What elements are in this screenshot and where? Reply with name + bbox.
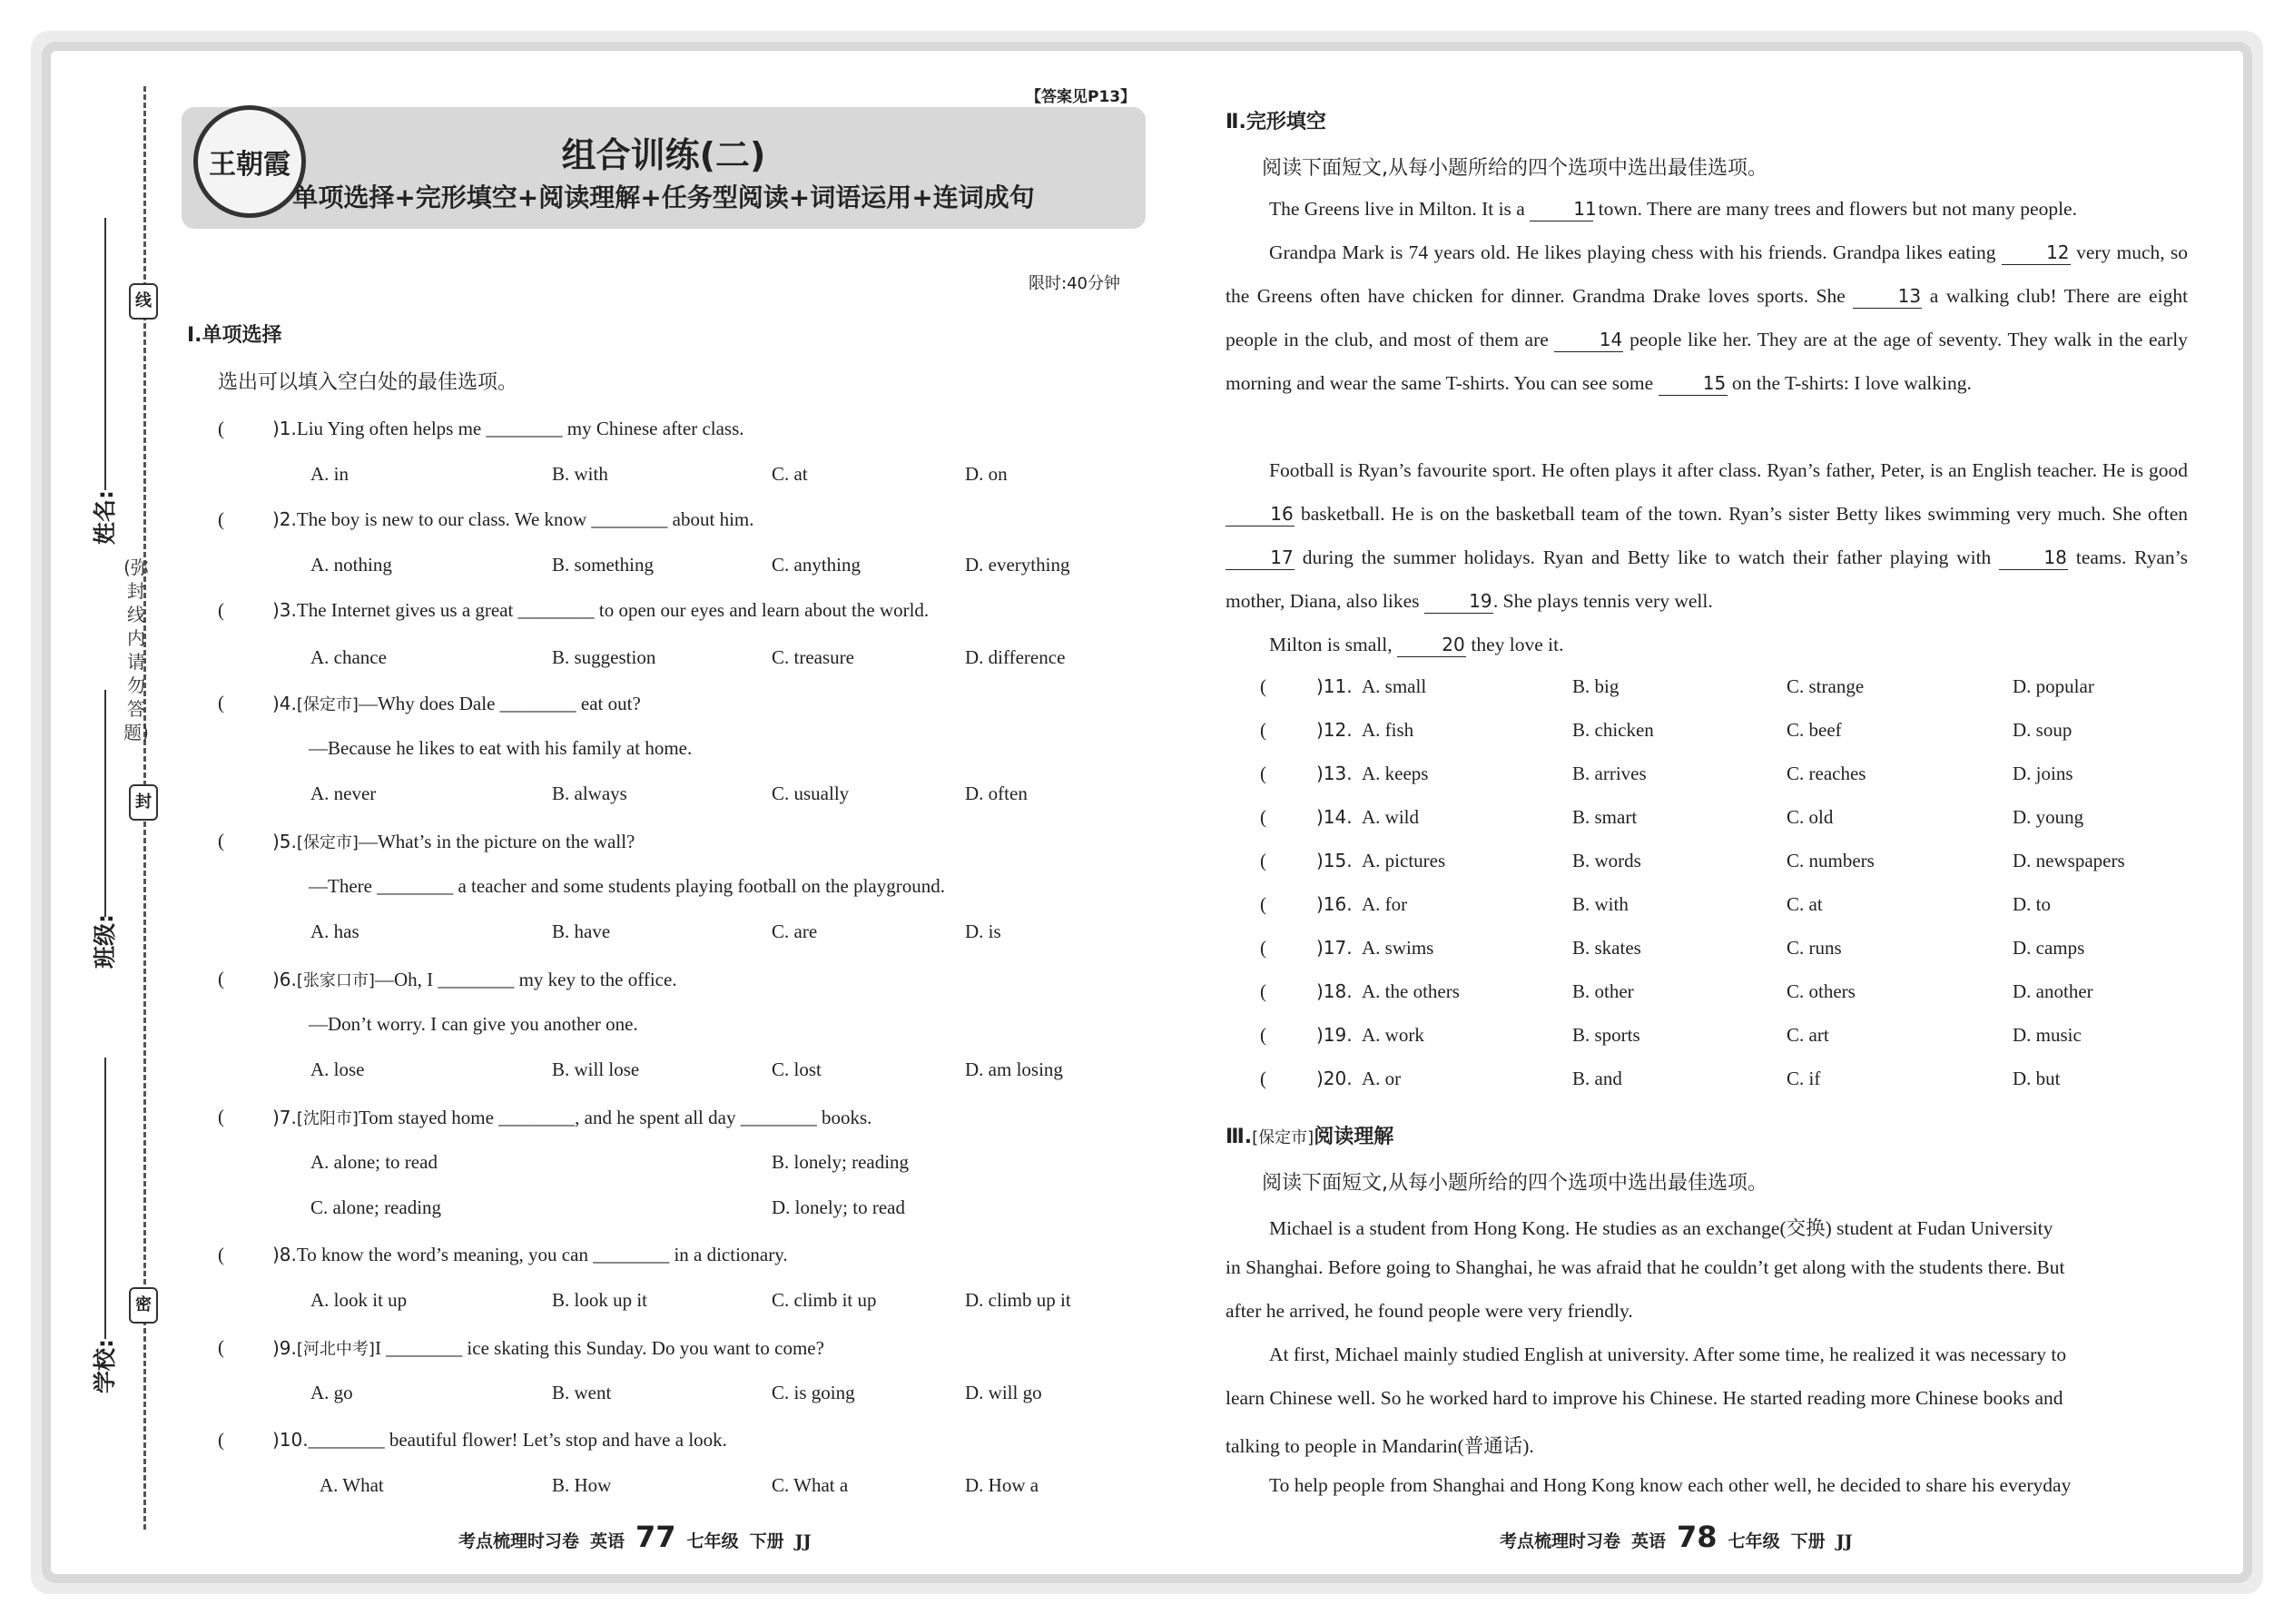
footer-right: [1500, 1520, 1853, 1554]
option-c[interactable]: C. usually: [772, 782, 850, 804]
blank-13: 13: [1853, 284, 1922, 309]
question-text: —Why does Dale ________ eat out?: [358, 693, 641, 714]
cloze-text: during the summer holidays. Ryan and Betty like to watch their: [1302, 546, 1829, 568]
option-a[interactable]: A. the others: [1362, 980, 1460, 1002]
option-c[interactable]: C. What a: [772, 1474, 849, 1496]
question-number: )6.: [272, 969, 297, 990]
question-text: —What’s in the picture on the wall?: [358, 831, 635, 852]
option-d[interactable]: D. newspapers: [2013, 850, 2125, 871]
reading-line-5: learn Chinese well. So he worked hard to improve his Chinese. He started reading more Chinese books and: [1226, 1387, 2063, 1409]
question-stem: [272, 1429, 727, 1452]
question-stem: [272, 830, 635, 853]
option-b[interactable]: B. with: [552, 463, 608, 485]
section3-title: 阅读理解: [1314, 1126, 1394, 1148]
question-stem: [272, 692, 641, 715]
footer-series: 考点梳理时习卷: [458, 1531, 580, 1551]
binding-note: (弥封线内请勿答题): [123, 556, 149, 743]
option-d[interactable]: D. joins: [2013, 763, 2073, 784]
option-b[interactable]: B. smart: [1572, 806, 1638, 828]
option-d[interactable]: D. am losing: [965, 1058, 1063, 1080]
answer-paren[interactable]: (: [1260, 719, 1266, 741]
cloze-text: town. There are many trees and flowers but not many people.: [1598, 198, 2077, 220]
page-number: 77: [635, 1520, 676, 1554]
page-number: 78: [1677, 1520, 1718, 1554]
option-b[interactable]: B. something: [552, 554, 655, 576]
question-number: )1.: [272, 418, 297, 439]
option-c[interactable]: C. treasure: [772, 646, 854, 668]
answer-paren[interactable]: (: [1260, 763, 1266, 784]
school-field[interactable]: [104, 1058, 106, 1339]
option-c[interactable]: C. at: [772, 463, 808, 485]
answer-paren[interactable]: (: [218, 1106, 224, 1127]
reading-line-7: To help people from Shanghai and Hong Kong know each other well, he decided to share his everyday: [1269, 1474, 2072, 1496]
page-title: 组合训练(二): [561, 135, 766, 175]
question-number: )5.: [272, 831, 297, 852]
question-number: )4.: [272, 693, 297, 714]
option-d[interactable]: D. lonely; to read: [772, 1196, 905, 1218]
option-a[interactable]: A. in: [310, 463, 349, 485]
question-number: )20.: [1316, 1068, 1353, 1089]
option-b[interactable]: B. with: [1572, 893, 1629, 915]
question-text: —Oh, I ________ my key to the office.: [374, 969, 677, 990]
question-source: [保定市]: [296, 695, 359, 714]
option-c[interactable]: C. runs: [1787, 937, 1842, 959]
answer-paren[interactable]: (: [1260, 893, 1266, 915]
answer-paren[interactable]: (: [218, 968, 224, 989]
answer-paren[interactable]: (: [218, 599, 224, 621]
option-a[interactable]: A. look it up: [310, 1289, 408, 1311]
option-c[interactable]: C. art: [1787, 1024, 1829, 1046]
question-text-line2: —Because he likes to eat with his family at home.: [309, 737, 693, 759]
cloze-text: basketball. He is on the basketball team of the town. Ryan’s sister Betty likes: [1301, 503, 1922, 525]
question-number: )18.: [1316, 980, 1353, 1002]
cloze-text: walking club! There are eight people in the club, and most of them are: [1226, 285, 2189, 350]
time-limit: 限时:40分钟: [1029, 274, 1120, 293]
option-c[interactable]: C. old: [1787, 806, 1834, 828]
option-b[interactable]: B. skates: [1572, 937, 1641, 959]
option-c[interactable]: C. beef: [1787, 719, 1842, 741]
answer-paren[interactable]: (: [1260, 1068, 1266, 1089]
question-text: Tom stayed home ________, and he spent all day ________ books.: [358, 1107, 872, 1128]
option-c[interactable]: C. climb it up: [772, 1289, 877, 1311]
question-stem: [272, 1106, 871, 1129]
cloze-paragraph-1: [1226, 187, 2188, 231]
logo-text: 王朝霞: [209, 149, 290, 181]
question-number: )10.: [272, 1429, 309, 1451]
blank-17: 17: [1226, 546, 1295, 570]
option-b[interactable]: B. chicken: [1572, 719, 1654, 741]
blank-14: 14: [1554, 328, 1623, 352]
option-a[interactable]: A. keeps: [1362, 763, 1429, 784]
answer-paren[interactable]: (: [218, 1429, 224, 1451]
class-field[interactable]: [104, 690, 106, 917]
option-b[interactable]: B. went: [552, 1382, 612, 1403]
secret-char-box: 密: [129, 1287, 158, 1324]
option-b[interactable]: B. will lose: [552, 1058, 640, 1080]
footer-edition: JJ: [794, 1531, 812, 1551]
option-d[interactable]: D. is: [965, 920, 1001, 942]
cloze-text: Milton is small,: [1269, 634, 1393, 655]
question-stem: [272, 1244, 788, 1266]
answer-paren[interactable]: (: [1260, 806, 1266, 828]
option-b[interactable]: B. always: [552, 782, 627, 804]
option-a[interactable]: A. work: [1362, 1024, 1424, 1046]
question-text: I ________ ice skating this Sunday. Do you want to come?: [374, 1337, 824, 1359]
question-stem: [272, 968, 677, 991]
footer-term: 下册: [749, 1531, 784, 1551]
cloze-text: . She plays tennis very well.: [1492, 590, 1713, 612]
option-d[interactable]: D. music: [2013, 1024, 2082, 1046]
option-d[interactable]: D. but: [2013, 1068, 2061, 1089]
question-stem: [272, 599, 929, 622]
section1-heading: Ⅰ.单项选择: [187, 324, 282, 347]
option-a[interactable]: A. small: [1362, 675, 1427, 697]
question-number: )7.: [272, 1107, 297, 1128]
cloze-text: Grandpa Mark is 74 years old. He likes playing chess with his friends. Grandpa likes eating: [1269, 241, 1996, 263]
footer-left: [458, 1520, 812, 1554]
question-number: )14.: [1316, 806, 1353, 828]
question-text: The Internet gives us a great ________ to open our eyes and learn about the world.: [296, 599, 930, 621]
reading-line-2: in Shanghai. Before going to Shanghai, he was afraid that he couldn’t get along with the students there. But: [1226, 1256, 2065, 1278]
answer-paren[interactable]: (: [218, 692, 224, 714]
name-label: 姓名:: [92, 490, 118, 545]
option-b[interactable]: B. words: [1572, 850, 1641, 871]
option-d[interactable]: D. climb up it: [965, 1289, 1071, 1311]
option-b[interactable]: B. How: [552, 1474, 612, 1496]
option-d[interactable]: D. often: [965, 782, 1028, 804]
option-a[interactable]: A. fish: [1362, 719, 1414, 741]
footer-subject: 英语: [1631, 1531, 1667, 1551]
blank-19: 19: [1424, 589, 1493, 614]
answer-paren[interactable]: (: [1260, 850, 1266, 871]
option-d[interactable]: D. will go: [965, 1382, 1042, 1403]
blank-12: 12: [2002, 241, 2071, 265]
footer-subject: 英语: [590, 1531, 625, 1551]
answer-paren[interactable]: (: [1260, 980, 1266, 1002]
cloze-paragraph-3: [1226, 448, 2188, 623]
answer-reference: 【答案见P13】: [1026, 88, 1137, 106]
option-a[interactable]: A. chance: [310, 646, 387, 668]
option-b[interactable]: B. suggestion: [552, 646, 656, 668]
question-stem: [272, 1336, 824, 1360]
answer-paren[interactable]: (: [218, 508, 224, 530]
option-a[interactable]: A. alone; to read: [310, 1151, 438, 1173]
cloze-text: swimming very much. She often: [1927, 503, 2189, 525]
option-a[interactable]: A. swims: [1362, 937, 1434, 959]
answer-paren[interactable]: (: [218, 1244, 224, 1265]
question-number: )17.: [1316, 937, 1353, 959]
option-b[interactable]: B. look up it: [552, 1289, 648, 1311]
option-c[interactable]: C. anything: [772, 554, 861, 576]
question-text: The boy is new to our class. We know ________ about him.: [296, 508, 754, 530]
seal-char-box: 封: [129, 784, 158, 821]
option-d[interactable]: D. camps: [2013, 937, 2085, 959]
option-d[interactable]: D. difference: [965, 646, 1066, 668]
blank-16: 16: [1226, 502, 1295, 527]
option-c[interactable]: C. strange: [1787, 675, 1865, 697]
question-text-line2: —Don’t worry. I can give you another one.: [309, 1013, 638, 1035]
option-d[interactable]: D. popular: [2013, 675, 2094, 697]
reading-line-6: talking to people in Mandarin(普通话).: [1226, 1435, 1534, 1457]
option-c[interactable]: C. numbers: [1787, 850, 1875, 871]
question-stem: [272, 418, 744, 440]
answer-paren[interactable]: (: [1260, 675, 1266, 697]
question-source: [沈阳市]: [296, 1109, 359, 1128]
section2-instruction: 阅读下面短文,从每小题所给的四个选项中选出最佳选项。: [1262, 157, 1767, 180]
cloze-text: The Greens live in Milton. It is a: [1269, 198, 1525, 220]
answer-paren[interactable]: (: [218, 1336, 224, 1358]
option-d[interactable]: D. another: [2013, 980, 2093, 1002]
cloze-text: teacher. He is good: [2036, 459, 2189, 481]
option-a[interactable]: A. for: [1362, 893, 1408, 915]
section3-instruction: 阅读下面短文,从每小题所给的四个选项中选出最佳选项。: [1262, 1172, 1767, 1195]
option-c[interactable]: C. is going: [772, 1382, 855, 1403]
option-b[interactable]: B. lonely; reading: [772, 1151, 910, 1173]
option-c[interactable]: C. others: [1787, 980, 1856, 1002]
option-d[interactable]: D. How a: [965, 1474, 1039, 1496]
option-a[interactable]: A. never: [310, 782, 377, 804]
option-d[interactable]: D. soup: [2013, 719, 2072, 741]
answer-paren[interactable]: (: [1260, 937, 1266, 959]
cloze-paragraph-4: [1226, 623, 2188, 666]
option-a[interactable]: A. What: [320, 1474, 384, 1496]
section3-location: [保定市]: [1252, 1128, 1314, 1147]
option-d[interactable]: D. young: [2013, 806, 2084, 828]
blank-15: 15: [1659, 371, 1728, 396]
question-number: )12.: [1316, 719, 1353, 741]
class-label: 班级:: [92, 914, 118, 969]
question-text: ________ beautiful flower! Let’s stop and have a look.: [308, 1429, 727, 1451]
reading-line-4: At first, Michael mainly studied English at university. After some time, he realized it was necessary to: [1269, 1343, 2067, 1365]
section2-heading: Ⅱ.完形填空: [1226, 111, 1326, 133]
cloze-text: at the age of seventy. They walk in the early morning and wear the same T-shirts. You can see some: [1226, 329, 2188, 394]
answer-paren[interactable]: (: [218, 830, 224, 851]
question-source: [河北中考]: [296, 1340, 375, 1359]
page-subtitle: 单项选择+完形填空+阅读理解+任务型阅读+词语运用+连词成句: [292, 182, 1035, 212]
cloze-text: on the T-shirts: I love walking.: [1731, 372, 1972, 394]
footer-grade: 七年级: [686, 1531, 739, 1551]
reading-line-1: Michael is a student from Hong Kong. He studies as an exchange(交换) student at Fudan University: [1269, 1217, 2053, 1239]
option-a[interactable]: A. nothing: [310, 554, 392, 576]
option-c[interactable]: C. if: [1787, 1068, 1821, 1089]
question-number: )13.: [1316, 763, 1353, 784]
answer-paren[interactable]: (: [218, 418, 224, 439]
question-number: )11.: [1316, 675, 1353, 697]
option-a[interactable]: A. has: [310, 920, 359, 942]
cloze-text: very much, so the Greens often have chicken for dinner. Grandma Drake loves sports. She: [1226, 241, 2189, 307]
option-a[interactable]: A. pictures: [1362, 850, 1446, 871]
question-number: )3.: [272, 599, 297, 621]
line-char-box: 线: [129, 283, 158, 320]
cloze-text: teams. Ryan’s mother, Diana, also likes: [1226, 546, 2188, 612]
blank-11: 11: [1530, 197, 1593, 221]
option-b[interactable]: B. arrives: [1572, 763, 1647, 784]
footer-term: 下册: [1790, 1531, 1826, 1551]
option-b[interactable]: B. big: [1572, 675, 1620, 697]
question-number: )19.: [1316, 1024, 1353, 1046]
option-d[interactable]: D. on: [965, 463, 1008, 485]
cloze-paragraph-2: [1226, 231, 2188, 405]
option-c[interactable]: C. at: [1787, 893, 1823, 915]
section3-num: Ⅲ.: [1226, 1126, 1253, 1148]
cloze-text: father playing with: [1836, 546, 1992, 568]
question-number: )2.: [272, 508, 297, 530]
footer-series: 考点梳理时习卷: [1500, 1531, 1621, 1551]
answer-paren[interactable]: (: [1260, 1024, 1266, 1046]
option-c[interactable]: C. reaches: [1787, 763, 1866, 784]
question-stem: [272, 508, 754, 531]
option-c[interactable]: C. alone; reading: [310, 1196, 442, 1218]
option-b[interactable]: B. sports: [1572, 1024, 1640, 1046]
question-number: )16.: [1316, 893, 1353, 915]
option-a[interactable]: A. go: [310, 1382, 353, 1403]
question-number: )9.: [272, 1337, 297, 1359]
question-text: To know the word’s meaning, you can ________ in a dictionary.: [296, 1244, 788, 1265]
reading-line-3: after he arrived, he found people were very friendly.: [1226, 1300, 1633, 1322]
question-text-line2: —There ________ a teacher and some students playing football on the playground.: [309, 875, 945, 897]
question-number: )15.: [1316, 850, 1353, 871]
option-a[interactable]: A. wild: [1362, 806, 1419, 828]
option-b[interactable]: B. other: [1572, 980, 1634, 1002]
question-number: )8.: [272, 1244, 297, 1265]
cloze-text: they love it.: [1471, 634, 1564, 655]
option-c[interactable]: C. are: [772, 920, 818, 942]
question-source: [保定市]: [296, 833, 359, 852]
question-text: Liu Ying often helps me ________ my Chinese after class.: [296, 418, 744, 439]
option-b[interactable]: B. and: [1572, 1068, 1622, 1089]
blank-20: 20: [1397, 633, 1466, 657]
question-source: [张家口市]: [296, 971, 375, 990]
name-field[interactable]: [104, 218, 106, 490]
option-b[interactable]: B. have: [552, 920, 611, 942]
option-a[interactable]: A. or: [1362, 1068, 1402, 1089]
option-a[interactable]: A. lose: [310, 1058, 365, 1080]
cloze-text: people like her. They are: [1629, 329, 1827, 350]
school-label: 学校:: [92, 1339, 118, 1393]
option-c[interactable]: C. lost: [772, 1058, 822, 1080]
section1-instruction: 选出可以填入空白处的最佳选项。: [218, 371, 518, 394]
section3-heading: [1226, 1121, 1393, 1149]
cloze-text: a: [1929, 285, 1939, 307]
blank-18: 18: [1999, 546, 2068, 570]
option-d[interactable]: D. everything: [965, 554, 1070, 576]
footer-edition: JJ: [1836, 1531, 1853, 1551]
cloze-text: Football is Ryan’s favourite sport. He often plays it after class. Ryan’s father, Peter, is an English: [1269, 459, 2032, 481]
option-d[interactable]: D. to: [2013, 893, 2051, 915]
footer-grade: 七年级: [1728, 1531, 1780, 1551]
